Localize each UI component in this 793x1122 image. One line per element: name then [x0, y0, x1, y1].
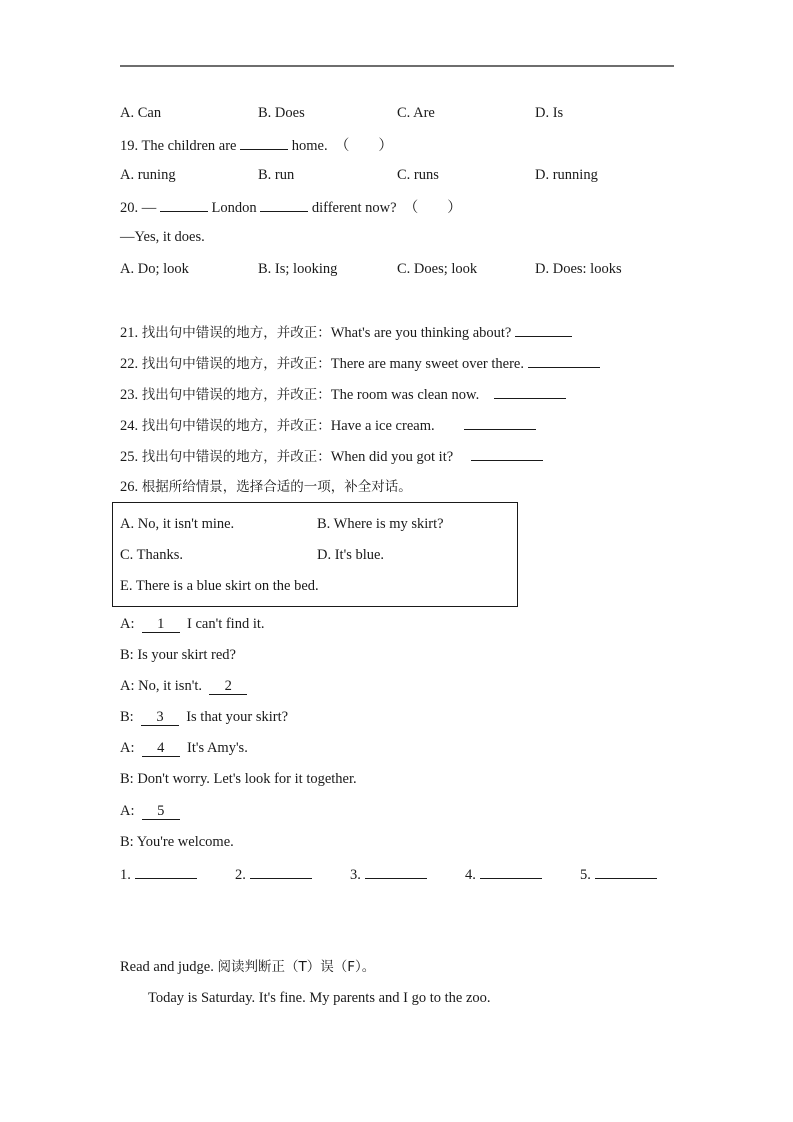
question-number: 23.	[120, 387, 139, 403]
numbered-blank[interactable]: 3	[141, 709, 179, 726]
speaker: A:	[120, 740, 142, 756]
question-number: 26.	[120, 479, 139, 495]
answer-blank[interactable]	[480, 864, 542, 879]
reading-title	[120, 958, 375, 976]
question-number: 24.	[120, 418, 139, 434]
sentence: When did you got it?	[330, 449, 472, 465]
sentence: What's are you thinking about?	[330, 325, 515, 341]
question-22	[120, 353, 600, 373]
speaker: A: No, it isn't.	[120, 678, 210, 694]
reading-passage: Today is Saturday. It's fine. My parents and I go to the zoo.	[148, 990, 491, 1006]
question-26	[120, 478, 412, 496]
answer-3	[350, 864, 427, 884]
reading-title-en: Read and judge.	[120, 959, 218, 975]
dialogue-line	[120, 739, 248, 757]
numbered-blank[interactable]: 5	[142, 803, 180, 820]
answer-label: 1.	[120, 867, 135, 883]
q20-reply: —Yes, it does.	[120, 229, 205, 245]
answer-blank[interactable]	[365, 864, 427, 879]
answer-label: 5.	[580, 867, 595, 883]
option-b[interactable]: B. run	[258, 167, 295, 183]
answer-blank[interactable]	[240, 135, 288, 150]
answer-blank[interactable]	[260, 197, 308, 212]
question-text: 20. —	[120, 200, 160, 216]
question-25	[120, 446, 543, 466]
instruction: 找出句中错误的地方，并改正：	[141, 356, 331, 372]
question-19	[120, 135, 393, 155]
choice-a[interactable]: A. No, it isn't mine.	[120, 516, 235, 532]
choice-e[interactable]: E. There is a blue skirt on the bed.	[120, 578, 319, 594]
option-c[interactable]: C. Are	[397, 105, 435, 121]
instruction: 找出句中错误的地方，并改正：	[141, 325, 331, 341]
choice-c[interactable]: C. Thanks.	[120, 547, 183, 563]
dialogue-line	[120, 677, 247, 695]
dialogue-line: B: You're welcome.	[120, 834, 234, 850]
answer-blank[interactable]	[160, 197, 208, 212]
question-number: 22.	[120, 356, 139, 372]
instruction: 找出句中错误的地方，并改正：	[141, 449, 331, 465]
answer-label: 2.	[235, 867, 250, 883]
answer-blank[interactable]	[494, 384, 566, 399]
option-d[interactable]: D. running	[535, 167, 598, 183]
dialogue-text: I can't find it.	[179, 616, 265, 632]
instruction: 根据所给情景，选择合适的一项，补全对话。	[141, 479, 412, 495]
option-a[interactable]: A. runing	[120, 167, 176, 183]
option-d[interactable]: D. Does: looks	[535, 261, 622, 277]
choices-box	[112, 502, 518, 607]
sentence: The room was clean now.	[330, 387, 494, 403]
question-text: different now? （ ）	[308, 200, 462, 216]
dialogue-text: Is that your skirt?	[178, 709, 289, 725]
instruction: 找出句中错误的地方，并改正：	[141, 418, 331, 434]
dialogue-line: B: Don't worry. Let's look for it together.	[120, 771, 357, 787]
answer-label: 3.	[350, 867, 365, 883]
header-rule	[120, 65, 674, 67]
speaker: A:	[120, 616, 142, 632]
dialogue-line	[120, 802, 180, 820]
option-c[interactable]: C. runs	[397, 167, 439, 183]
instruction: 找出句中错误的地方，并改正：	[141, 387, 331, 403]
numbered-blank[interactable]: 4	[142, 740, 180, 757]
question-23	[120, 384, 566, 404]
question-text: 19. The children are	[120, 138, 241, 154]
reading-title-cn: 阅读判断正（T）误（F）。	[217, 959, 376, 975]
choice-d[interactable]: D. It's blue.	[317, 547, 385, 563]
question-24	[120, 415, 536, 435]
option-b[interactable]: B. Does	[258, 105, 305, 121]
question-number: 21.	[120, 325, 139, 341]
option-a[interactable]: A. Can	[120, 105, 162, 121]
option-b[interactable]: B. Is; looking	[258, 261, 338, 277]
speaker: B:	[120, 709, 141, 725]
answer-blank[interactable]	[595, 864, 657, 879]
numbered-blank[interactable]: 2	[209, 678, 247, 695]
speaker: A:	[120, 803, 142, 819]
answer-blank[interactable]	[464, 415, 536, 430]
answer-4	[465, 864, 542, 884]
answer-blank[interactable]	[515, 322, 572, 337]
option-a[interactable]: A. Do; look	[120, 261, 189, 277]
dialogue-line	[120, 615, 265, 633]
answer-2	[235, 864, 312, 884]
option-d[interactable]: D. Is	[535, 105, 564, 121]
dialogue-line	[120, 708, 288, 726]
dialogue-text: It's Amy's.	[179, 740, 248, 756]
answer-1	[120, 864, 197, 884]
numbered-blank[interactable]: 1	[142, 616, 180, 633]
question-20	[120, 197, 462, 217]
dialogue-line: B: Is your skirt red?	[120, 647, 236, 663]
answer-blank[interactable]	[135, 864, 197, 879]
choice-b[interactable]: B. Where is my skirt?	[317, 516, 444, 532]
answer-blank[interactable]	[528, 353, 600, 368]
sentence: There are many sweet over there.	[330, 356, 528, 372]
question-text: home. （ ）	[288, 138, 393, 154]
option-c[interactable]: C. Does; look	[397, 261, 478, 277]
answer-blank[interactable]	[250, 864, 312, 879]
question-21	[120, 322, 572, 342]
answer-label: 4.	[465, 867, 480, 883]
answer-blank[interactable]	[471, 446, 543, 461]
question-text: London	[207, 200, 261, 216]
answer-5	[580, 864, 657, 884]
sentence: Have a ice cream.	[330, 418, 464, 434]
question-number: 25.	[120, 449, 139, 465]
